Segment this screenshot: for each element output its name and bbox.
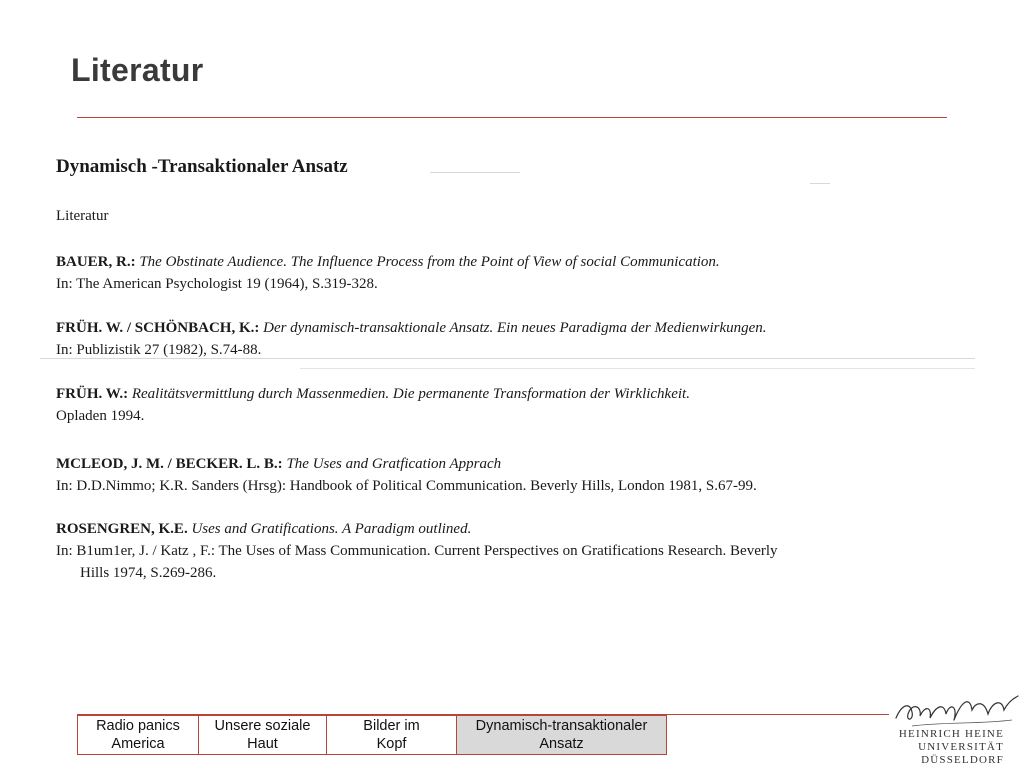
reference-item — [56, 383, 690, 427]
reference-source-continued: Hills 1974, S.269-286. — [80, 565, 217, 581]
reference-source: In: D.D.Nimmo; K.R. Sanders (Hrsg): Handbook of Political Communication. Beverly Hills, London 1981, S.67-99. — [56, 478, 757, 494]
university-logo — [892, 690, 1020, 766]
reference-source: Opladen 1994. — [56, 408, 145, 424]
reference-author: MCLEOD, J. M. / BECKER. L. B.: — [56, 456, 283, 472]
reference-source: In: The American Psychologist 19 (1964), S.319-328. — [56, 276, 378, 292]
scan-heading: Dynamisch -Transaktionaler Ansatz — [56, 156, 348, 177]
section-nav — [77, 715, 667, 755]
reference-source: In: B1um1er, J. / Katz , F.: The Uses of Mass Communication. Current Perspectives on Gratifications Research. Beverly — [56, 543, 778, 559]
reference-title: The Uses and Gratfication Apprach — [286, 456, 502, 472]
reference-title: Realitätsvermittlung durch Massenmedien. Die permanente Transformation der Wirklichkeit. — [131, 386, 690, 402]
reference-author: ROSENGREN, K.E. — [56, 521, 188, 537]
scan-noise — [430, 172, 520, 173]
logo-line: DÜSSELDORF — [921, 754, 1004, 766]
scan-noise — [810, 183, 830, 184]
scan-subheading: Literatur — [56, 208, 109, 224]
nav-item-unsere-soziale-haut[interactable]: Unsere soziale Haut — [199, 716, 327, 754]
slide-title: Literatur — [71, 52, 204, 88]
nav-item-radio-panics-america[interactable]: Radio panics America — [78, 716, 199, 754]
reference-item — [56, 453, 757, 497]
nav-item-bilder-im-kopf[interactable]: Bilder im Kopf — [327, 716, 457, 754]
reference-author: FRÜH. W. / SCHÖNBACH, K.: — [56, 320, 260, 336]
logo-line: UNIVERSITÄT — [918, 741, 1004, 753]
title-divider — [77, 117, 947, 118]
reference-author: FRÜH. W.: — [56, 386, 129, 402]
reference-title: Der dynamisch-transaktionale Ansatz. Ein neues Paradigma der Medienwirkungen. — [263, 320, 767, 336]
nav-item-dynamisch-transaktionaler-ansatz[interactable]: Dynamisch-transaktionaler Ansatz — [457, 716, 666, 754]
scan-noise — [300, 368, 975, 369]
reference-item — [56, 518, 778, 584]
reference-source: In: Publizistik 27 (1982), S.74-88. — [56, 342, 262, 358]
reference-title: Uses and Gratifications. A Paradigm outlined. — [191, 521, 472, 537]
reference-author: BAUER, R.: — [56, 254, 136, 270]
reference-title: The Obstinate Audience. The Influence Process from the Point of View of social Communication. — [139, 254, 720, 270]
signature-icon — [892, 690, 1020, 730]
logo-line: HEINRICH HEINE — [898, 728, 1004, 740]
reference-item — [56, 317, 767, 361]
reference-item — [56, 251, 720, 295]
scanned-document — [0, 140, 1024, 600]
